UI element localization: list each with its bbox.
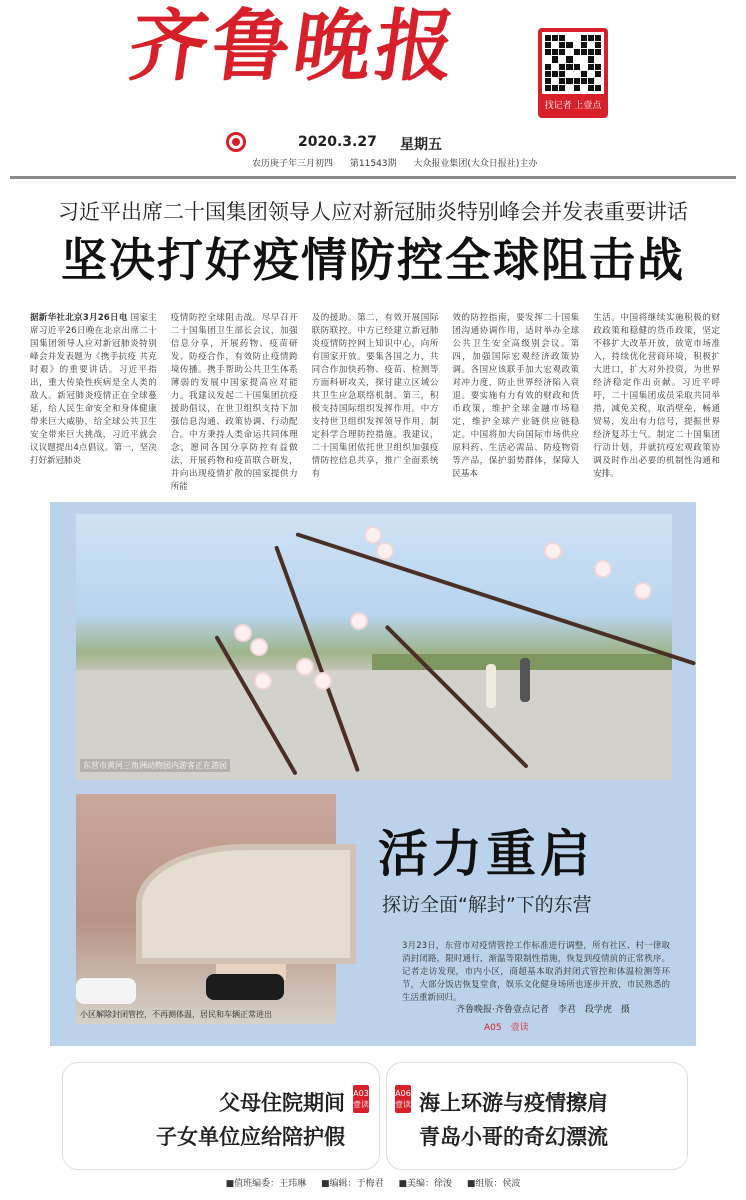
blossom (596, 562, 610, 576)
community-gate-photo[interactable] (76, 794, 336, 1024)
dateline: 据新华社北京3月26日电 (30, 313, 128, 323)
blossom (636, 584, 650, 598)
article-column (30, 312, 157, 482)
blossom (256, 674, 270, 688)
footer-layout: ■组版：侯波 (466, 1179, 521, 1189)
footer-designer: ■美编：徐浚 (398, 1179, 452, 1189)
blossom (366, 528, 380, 542)
photo-branch (295, 532, 696, 666)
column-text: 国家主席习近平26日晚在北京出席二十国集团领导人应对新冠肺炎特别峰会并发表题为《携手抗疫 共克时艰》的重要讲话。习近平指出，重大传染性疾病是全人类的敌人。新冠肺炎疫情正在全球蔓延，给人民生命安全和身体健康带来巨大威胁，给全球公共卫生安全带来巨大挑战，习近平就会议议题提出4点倡议。第一，坚决打好新冠肺炎 (30, 313, 157, 466)
teaser-headline-line: 海上环游与疫情擦肩 (419, 1091, 608, 1115)
column-text: 及的援助。第二，有效开展国际联防联控。中方已经建立新冠肺炎疫情防控网上知识中心，向所有国家开放。要集各国之力，共同合作加快药物、疫苗、检测等方面科研攻关，探讨建立区域公共卫生应急联络机制。第三，积极支持国际组织发挥作用。中方支持世卫组织发挥领导作用，制定科学合理防控措施。我建议，二十国集团依托世卫组织加强疫情防控信息共享，推广全面系统有 (311, 313, 439, 479)
teaser-left[interactable] (62, 1062, 380, 1170)
white-car (76, 978, 136, 1004)
publisher: 大众报业集团(大众日报社)主办 (413, 159, 538, 169)
feature-page-ref[interactable]: A05 壹读 (484, 1023, 529, 1033)
teaser-page-tag: A06 壹读 (395, 1085, 411, 1113)
teaser-right[interactable] (386, 1062, 688, 1170)
blossom (298, 660, 312, 674)
issue-meta (252, 156, 551, 169)
issue-number: 第11543期 (349, 159, 397, 169)
column-text: 疫情防控全球阻击战。尽早召开二十国集团卫生部长会议，加强信息分享，开展药物、疫苗研发、防疫合作，有效防止疫情跨境传播。携手帮助公共卫生体系薄弱的发展中国家提高应对能力。我建议发起二十国集团抗疫援助倡议，在世卫组织支持下加强信息沟通、政策协调、行动配合。中方秉持人类命运共同体理念，愿同各国分享防控有益做法，开展药物和疫苗联合研发，并向出现疫情扩散的国家提供力所能 (170, 313, 298, 492)
lunar-date: 农历庚子年三月初四 (252, 159, 334, 169)
photo2-caption: 小区解除封闭管控，不再测体温，居民和车辆正常进出 (80, 1010, 272, 1019)
zoo-blossom-photo[interactable] (76, 514, 672, 780)
photo-gate-arch (136, 844, 356, 964)
logo-swirl-icon (226, 132, 246, 152)
feature-body: 3月23日，东营市对疫情管控工作标准进行调整，所有社区、村一律取消封闭路，限时通行，渐温等限制性措施，恢复到疫情前的正常秩序。记者走访发现，市内小区，商超基本取消封闭式管控和体温检测等环节，大部分饭店恢复堂食，娱乐文化健身场所也逐步开放，市民熟悉的生活重新回归。 (402, 941, 670, 1003)
feature-credit: 齐鲁晚报·齐鲁壹点记者 李君 段学虎 摄 (456, 1005, 630, 1015)
newspaper-title: 齐鲁晚报 (123, 1, 465, 92)
qr-code-box[interactable] (538, 28, 608, 118)
footer-editor: ■值班编委：王玮琳 (225, 1179, 307, 1189)
blossom (352, 614, 366, 628)
masthead-divider (10, 176, 736, 179)
blossom (378, 544, 392, 558)
teaser-headline-line: 子女单位应给陪护假 (156, 1125, 345, 1149)
blossom (546, 544, 560, 558)
feature-subtitle: 探访全面“解封”下的东营 (382, 894, 592, 916)
column-text: 生活。中国将继续实施积极的财政政策和稳健的货币政策，坚定不移扩大改革开放，放宽市场准入，持续优化营商环境，积极扩大进口，扩大对外投资，为世界经济稳定作出贡献。习近平呼吁，二十国集团成员采取共同举措，减免关税，取消壁垒，畅通贸易，发出有力信号，提振世界经济复苏士气。制定二十国集团行动计划，并就抗疫宏观政策协调及时作出必要的机制性沟通和安排。 (593, 313, 720, 479)
blossom (236, 626, 250, 640)
lead-headline[interactable]: 坚决打好疫情防控全球阻击战 (61, 233, 685, 287)
teaser-headline-line: 青岛小哥的奇幻漂流 (419, 1125, 608, 1149)
staff-footer (0, 1176, 746, 1189)
visitor (486, 664, 496, 708)
qr-code-icon (542, 32, 604, 94)
masthead (0, 0, 746, 176)
article-column (170, 312, 298, 492)
article-column (593, 312, 720, 482)
black-car (206, 974, 284, 1000)
teaser-headline-line: 父母住院期间 (219, 1091, 345, 1115)
article-column (452, 312, 579, 482)
feature-title[interactable]: 活力重启 (378, 825, 594, 883)
teaser-page-tag: A03 壹读 (353, 1085, 369, 1113)
footer-editor: ■编辑：于梅君 (321, 1179, 384, 1189)
blossom (316, 674, 330, 688)
issue-weekday: 星期五 (400, 137, 442, 153)
lead-body-columns (30, 312, 720, 492)
issue-date: 2020.3.27 (298, 134, 377, 150)
blossom (252, 640, 266, 654)
feature-panel (50, 502, 696, 1046)
lead-kicker[interactable]: 习近平出席二十国集团领导人应对新冠肺炎特别峰会并发表重要讲话 (58, 200, 688, 224)
article-column (312, 312, 439, 482)
photo1-caption: 东营市黄河三角洲动物园内游客正在游园 (80, 759, 230, 772)
column-text: 效的防控指南，要发挥二十国集团沟通协调作用，适时举办全球公共卫生安全高级别会议。第四，加强国际宏观经济政策协调。各国应该联手加大宏观政策对冲力度，防止世界经济陷入衰退。要实施有力有效的财政和货币政策，维护全球金融市场稳定，维护全球产业链供应链稳定。中国将加大向国际市场供应原料药、生活必需品、防疫物资等产品，保护弱势群体，保障人民基本 (452, 313, 580, 479)
qr-caption: 找记者 上壹点 (544, 101, 602, 111)
visitor (520, 658, 530, 702)
